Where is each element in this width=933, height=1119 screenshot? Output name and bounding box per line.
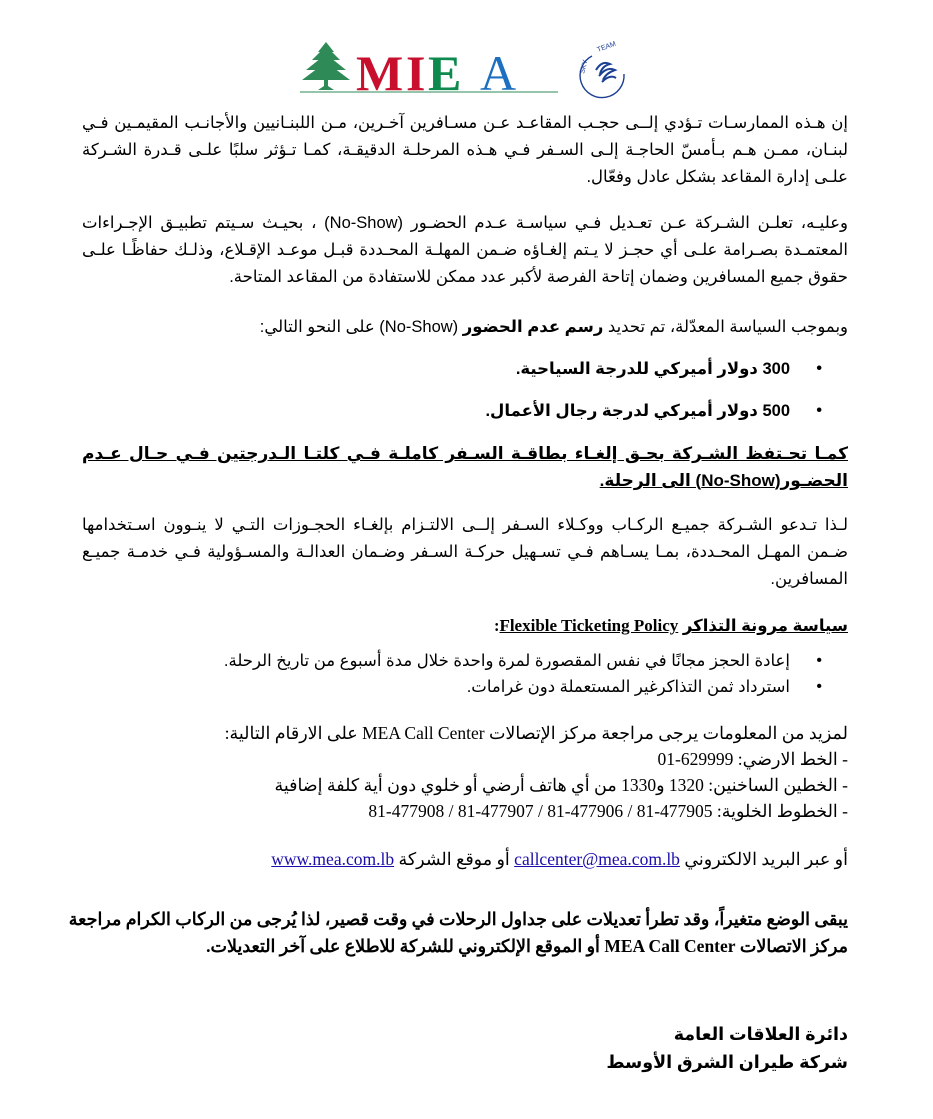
contact-intro-after: على الارقام التالية: [224, 723, 363, 743]
notice-line-1: يبقى الوضع متغيراً، وقد تطرأ تعديلات على جداول الرحلات في وقت قصير، لذا يُرجى من الركاب الكرام مراجعة [68, 909, 848, 929]
brand-letter-a: A [480, 45, 517, 101]
signature-company: شركة طيران الشرق الأوسط [606, 1052, 848, 1072]
cedar-tree-icon [302, 42, 350, 90]
flex-item-refund: • استرداد ثمن التذاكرغير المستعملة دون غرامات. [82, 674, 848, 700]
paragraph-cancellation-right: كمـا تحـتفظ الشـركة بحـق إلغـاء بطاقـة السـفر كاملـة فـي كلتـا الـدرجتين فـي حـال عـدم الحضـور(No-Show) الى الرحلة. [82, 444, 848, 490]
call-to-cancel-line-1: لـذا تـدعو الشـركة جميـع الركـاب ووكـلاء السـفر إلــى الالتـزام بإلغـاء الحجـوزات التـي لا ينـوون اسـتخدامها [82, 516, 848, 534]
mobile-label: - الخطوط الخلوية: [712, 801, 848, 821]
mobile-row [82, 798, 848, 824]
email-label: أو عبر البريد الالكتروني [679, 849, 848, 869]
paragraph-fee-intro [82, 314, 848, 341]
paragraph-call-to-cancel [82, 512, 848, 593]
landline-label: - الخط الارضي: [733, 749, 848, 769]
website-label: أو موقع الشركة [394, 849, 515, 869]
landline-number: 01-629999 [657, 749, 734, 769]
fee-item-business: • 500 دولار أميركي لدرجة رجال الأعمال. [82, 398, 848, 424]
flex-heading-ar: سياسة مرونة التذاكر [682, 617, 848, 635]
signature-department: دائرة العلاقات العامة [673, 1024, 848, 1044]
brand-letter-e: E [428, 45, 462, 101]
flexible-policy-list [82, 648, 848, 700]
call-to-cancel-line-2: ضـمن المهـل المحـددة، بمـا يسـاهم فـي تسـهيل حركـة السـفر وضـمان العدالـة والمسـؤولية فـي خدمـة جميـع [82, 543, 848, 561]
flex-heading-en: Flexible Ticketing Policy [499, 616, 679, 635]
paragraph-notice [68, 906, 848, 960]
skyteam-icon [579, 41, 624, 98]
brand-letter-i: I [406, 45, 426, 101]
flex-heading-colon: : [493, 616, 500, 635]
call-to-cancel-line-3: المسافرين. [770, 570, 848, 588]
fee-item-economy: • 300 دولار أميركي للدرجة السياحية. [82, 356, 848, 382]
paragraph-policy-amendment: وعليـه، تعلـن الشـركة عـن تعـديل فـي سياسـة عـدم الحضـور (No-Show) ، بحيـث سـيتم تطبيـق الإجـراءات المعتمـدة بصـرامة علـى أي حجـز لا يـتم إلغـاؤه ضـمن المهلـة المحـددة قبـل موعـد الإقـلاع، وذلـك حفاظًـا علـى حقوق جميع المسافرين وضمان إتاحة الفرصة لأكبر عدد ممكن للاستفادة من المقاعد المتاحة. [82, 214, 849, 286]
mea-logo [296, 40, 636, 102]
flex-item-rebook: • إعادة الحجز مجانًا في نفس المقصورة لمرة واحدة خلال مدة أسبوع من تاريخ الرحلة. [82, 648, 848, 674]
contact-intro [82, 720, 848, 746]
fee-list [82, 356, 848, 424]
email-link[interactable]: callcenter@mea.com.lb [514, 849, 680, 869]
email-website-line [82, 846, 848, 873]
flexible-policy-heading [82, 612, 848, 640]
notice-call-center: MEA Call Center [604, 936, 736, 956]
signature-block [82, 1020, 848, 1076]
notice-line-2-before: مركز الاتصالات [735, 936, 848, 956]
fee-intro-bold: رسم عدم الحضور [462, 318, 604, 336]
brand-letter-m: M [356, 45, 404, 101]
svg-text:SKY: SKY [579, 59, 590, 75]
mea-skyteam-logo [296, 40, 636, 102]
contact-block [82, 720, 848, 824]
mobile-numbers: 81-477908 / 81-477907 / 81-477906 / 81-477905 [368, 801, 713, 821]
website-link[interactable]: www.mea.com.lb [271, 849, 395, 869]
paragraph-practices: إن هـذه الممارسـات تـؤدي إلــى حجـب المقاعـد عـن مسـافرين آخـرين، مـن اللبنـانيين والأجانـب المقيمـين فـي لبنـان، ممـن هـم بـأمسّ الحاجـة إلـى السـفر فـي هـذه المرحلـة الدقيقـة، كمـا تـؤثر سلبًا علـى قـدرة الشـركة علـى إدارة المقاعد بشكل عادل وفعّال. [82, 114, 848, 186]
notice-line-2-after: أو الموقع الإلكتروني للشركة للاطلاع على آخر التعديلات. [206, 936, 605, 956]
fee-intro-before: وبموجب السياسة المعدّلة، تم تحديد [603, 318, 848, 336]
call-center-name: MEA Call Center [362, 723, 485, 743]
fee-intro-after: (No-Show) على النحو التالي: [259, 318, 463, 336]
contact-intro-before: لمزيد من المعلومات يرجى مراجعة مركز الإتصالات [484, 723, 848, 743]
landline-row [82, 746, 848, 772]
notice-line-2 [82, 933, 848, 960]
svg-text:TEAM: TEAM [596, 40, 617, 54]
hotline-row: - الخطين الساخنين: 1320 و1330 من أي هاتف أرضي أو خلوي دون أية كلفة إضافية [274, 775, 848, 795]
